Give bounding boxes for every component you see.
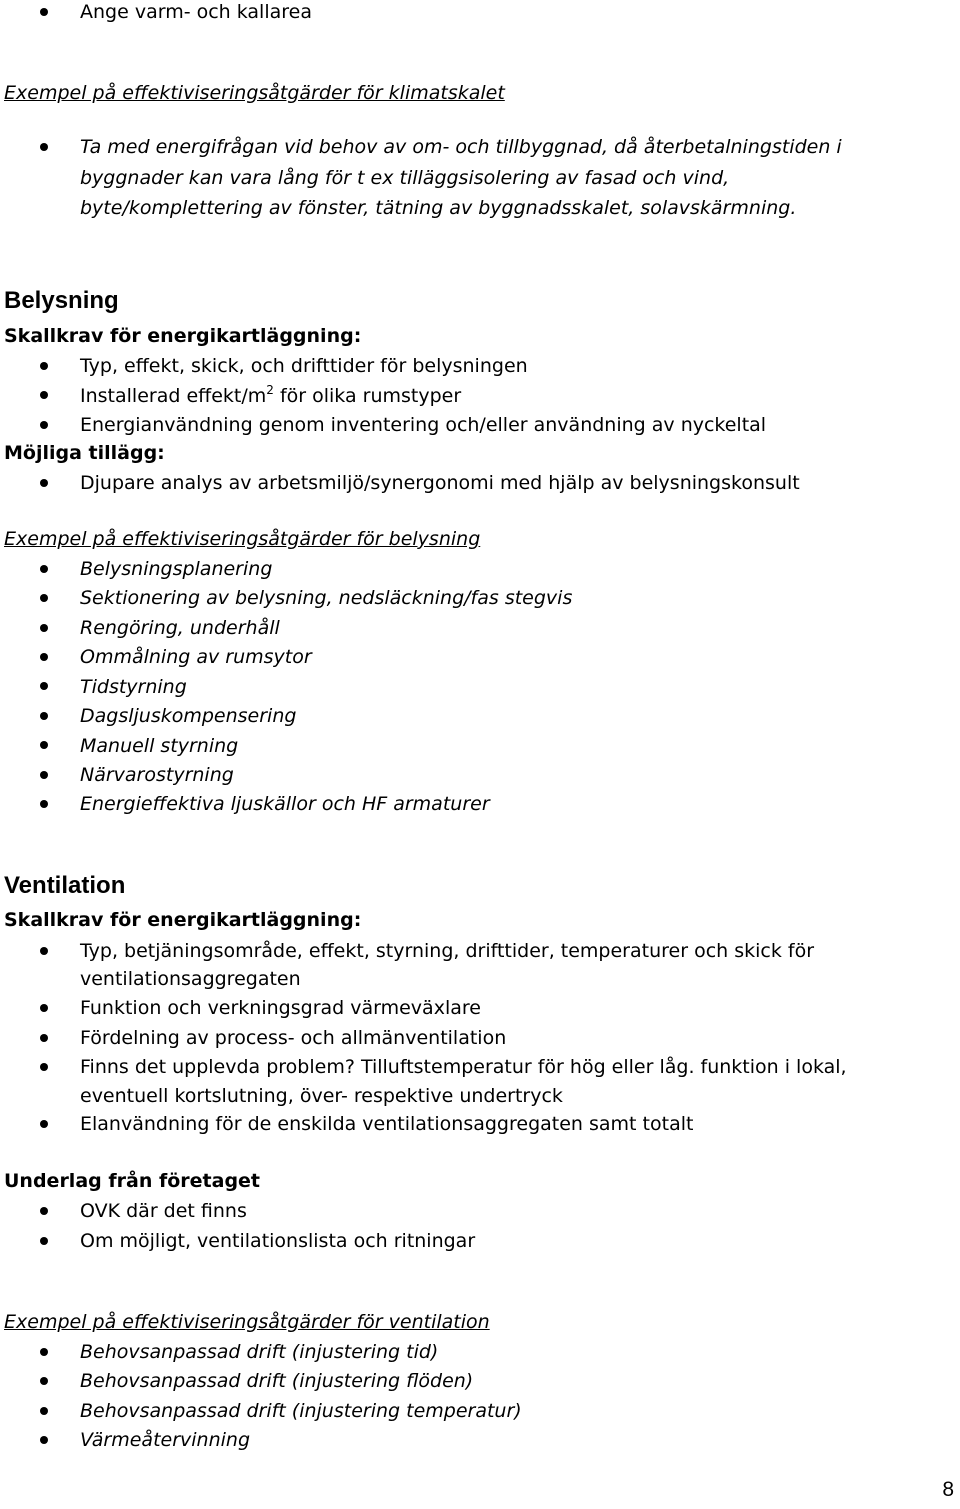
req2-text-end: för olika rumstyper [273,385,462,407]
bullet [40,1237,48,1245]
list-item: Värmeåtervinning [80,1429,251,1451]
belysning-optional-heading: Möjliga tillägg: [4,442,165,464]
bullet [40,712,48,720]
ventilation-requirements-heading: Skallkrav för energikartläggning: [4,909,362,931]
underlag-heading: Underlag från företaget [4,1170,261,1192]
bullet [40,1407,48,1415]
list-item-continuation: ventilationsaggregaten [80,968,301,990]
list-item: Dagsljuskompensering [80,705,297,727]
bullet [40,1207,48,1215]
list-item: Sektionering av belysning, nedsläckning/fas stegvis [80,587,573,609]
bullet [40,479,48,487]
bullet [40,624,48,632]
list-item: Energieffektiva ljuskällor och HF armaturer [80,793,490,815]
list-item-continuation: eventuell kortslutning, över- respektive undertryck [80,1085,563,1107]
bullet [40,8,48,16]
bullet [40,1034,48,1042]
list-item: Behovsanpassad drift (injustering flöden) [80,1370,474,1392]
bullet [40,565,48,573]
bullet [40,1120,48,1128]
page-number: 8 [942,1478,954,1501]
list-item: Djupare analys av arbetsmiljö/synergonomi med hjälp av belysningskonsult [80,472,800,494]
bullet [40,1063,48,1071]
list-item: Funktion och verkningsgrad värmeväxlare [80,997,481,1019]
list-item: Elanvändning för de enskilda ventilationsaggregaten samt totalt [80,1113,694,1135]
list-item: Om möjligt, ventilationslista och ritningar [80,1230,476,1252]
list-item: Belysningsplanering [80,558,273,580]
climate-line-3: byte/komplettering av fönster, tätning av byggnadsskalet, solavskärmning. [80,197,797,219]
list-item [80,385,461,407]
bullet [40,1348,48,1356]
bullet [40,362,48,370]
list-item: Manuell styrning [80,735,239,757]
ventilation-title: Ventilation [4,872,126,899]
req2-text: Installerad effekt/m [80,385,267,407]
bullet [40,741,48,749]
list-item: Behovsanpassad drift (injustering temperatur) [80,1400,522,1422]
list-item: Rengöring, underhåll [80,617,280,639]
climate-examples-heading: Exempel på effektiviseringsåtgärder för klimatskalet [4,82,505,104]
bullet [40,800,48,808]
superscript: 2 [266,383,274,397]
bullet [40,1436,48,1444]
list-item: Energianvändning genom inventering och/eller användning av nyckeltal [80,414,767,436]
bullet [40,1004,48,1012]
bullet [40,421,48,429]
list-item: Ange varm- och kallarea [80,1,312,23]
list-item: Tidstyrning [80,676,187,698]
list-item: Ommålning av rumsytor [80,646,312,668]
list-item: Fördelning av process- och allmänventilation [80,1027,507,1049]
bullet [40,682,48,690]
bullet [40,947,48,955]
ventilation-examples-heading: Exempel på effektiviseringsåtgärder för ventilation [4,1311,490,1333]
list-item: Finns det upplevda problem? Tilluftstemperatur för hög eller låg. funktion i lokal, [80,1056,847,1078]
belysning-title: Belysning [4,287,119,314]
list-item: Närvarostyrning [80,764,234,786]
bullet [40,391,48,399]
climate-line-1: Ta med energifrågan vid behov av om- och tillbyggnad, då återbetalningstiden i [80,136,842,158]
bullet [40,594,48,602]
bullet [40,1377,48,1385]
bullet [40,771,48,779]
bullet [40,653,48,661]
list-item: Behovsanpassad drift (injustering tid) [80,1341,439,1363]
list-item: OVK där det finns [80,1200,247,1222]
climate-line-2: byggnader kan vara lång för t ex tilläggsisolering av fasad och vind, [80,167,730,189]
list-item: Typ, effekt, skick, och drifttider för belysningen [80,355,528,377]
belysning-requirements-heading: Skallkrav för energikartläggning: [4,325,362,347]
belysning-examples-heading: Exempel på effektiviseringsåtgärder för belysning [4,528,481,550]
list-item: Typ, betjäningsområde, effekt, styrning, drifttider, temperaturer och skick för [80,940,815,962]
bullet [40,143,48,151]
